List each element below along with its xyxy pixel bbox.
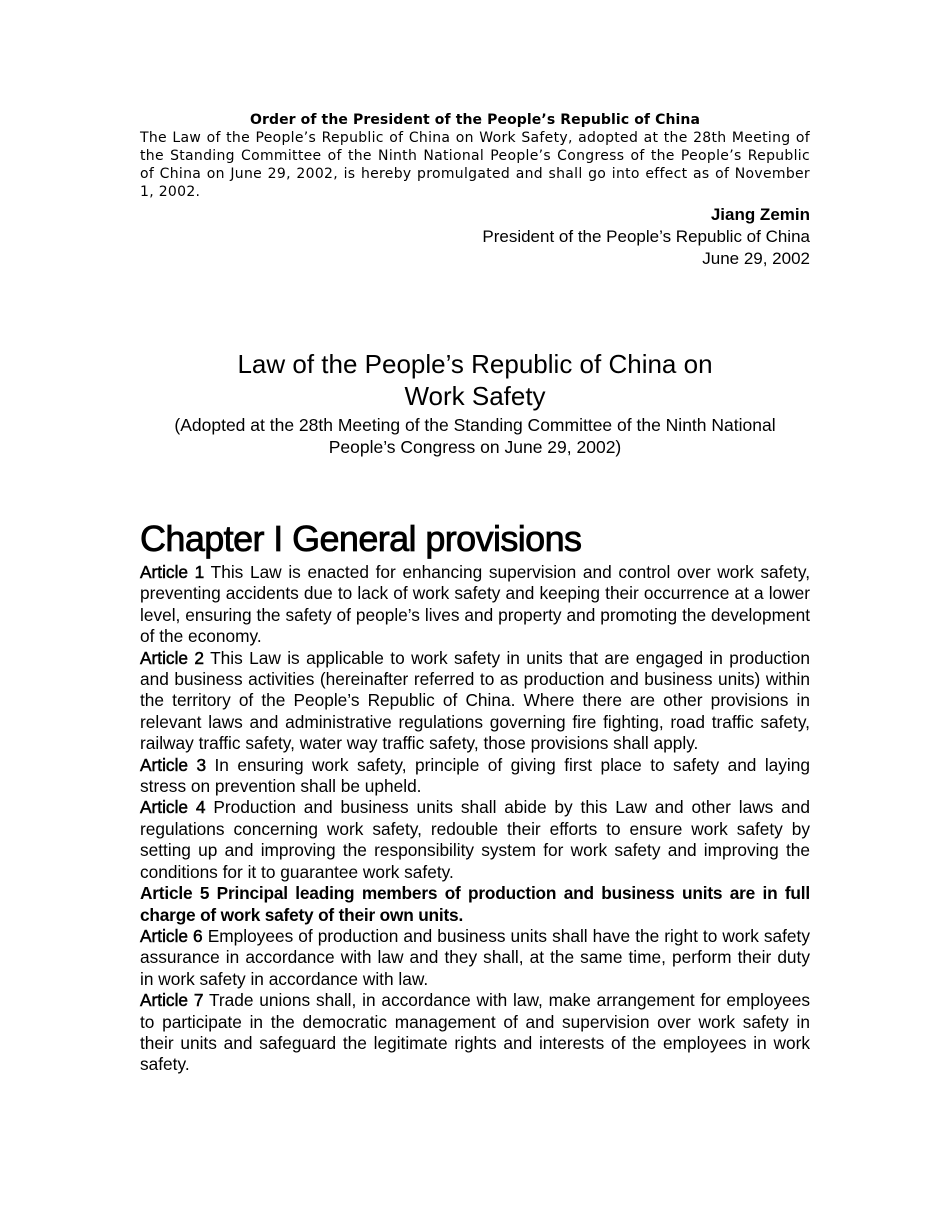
article-2 (140, 648, 810, 755)
law-title (140, 348, 810, 412)
article-7 (140, 990, 810, 1076)
article-text: This Law is applicable to work safety in units that are engaged in production and business activities (hereinafter referred to as production and business units) within the territory of the People’s Republic of China. Where there are other provisions in relevant laws and administrative regulations governing fire fighting, road traffic safety, railway traffic safety, water way traffic safety, those provisions shall apply. (140, 647, 810, 754)
article-label: Article 2 (140, 647, 205, 668)
article-label: Article 1 (140, 562, 205, 582)
article-label: Article 4 (140, 797, 206, 818)
article-1 (140, 562, 810, 648)
order-body: The Law of the People’s Republic of China on Work Safety, adopted at the 28th Meeting of the Standing Committee of the Ninth National People’s Congress of the People’s Republic of China on June 29, 2002, is hereby promulgated and shall go into effect as of November 1, 2002. (140, 130, 810, 200)
article-text: Trade unions shall, in accordance with law, make arrangement for employees to participate in the democratic management of and supervision over work safety in their units and safeguard the legitimate rights and interests of the employees in work safety. (140, 990, 810, 1075)
article-text: Principal leading members of production and business units are in full charge of work safety of their own units. (140, 883, 810, 925)
article-3 (140, 755, 810, 798)
law-title-line-2: Work Safety (404, 381, 546, 411)
order-date: June 29, 2002 (702, 249, 810, 268)
article-label: Article 5 (140, 883, 210, 904)
article-text: Employees of production and business units shall have the right to work safety assurance in accordance with law and they shall, at the same time, perform their duty in work safety in accordance with law. (140, 925, 810, 989)
article-6 (140, 926, 810, 990)
article-4 (140, 797, 810, 883)
article-text: In ensuring work safety, principle of giving first place to safety and laying stress on prevention shall be upheld. (140, 754, 810, 797)
article-label: Article 3 (140, 754, 207, 775)
article-5 (140, 883, 810, 926)
order-title: Order of the President of the People’s Republic of China (249, 112, 701, 128)
signatory-title: President of the People’s Republic of China (482, 227, 810, 246)
article-label: Article 7 (140, 990, 204, 1011)
article-text: Production and business units shall abide by this Law and other laws and regulations concerning work safety, redouble their efforts to ensure work safety by setting up and improving the responsibility system for work safety and improving the conditions for it to guarantee work safety. (140, 797, 810, 882)
law-subtitle: (Adopted at the 28th Meeting of the Standing Committee of the Ninth National People’s Congress on June 29, 2002) (174, 415, 776, 457)
document-page (140, 112, 810, 1076)
article-text: This Law is enacted for enhancing supervision and control over work safety, preventing accidents due to lack of work safety and keeping their occurrence at a lower level, ensuring the safety of people’s lives and property and promoting the development of the economy. (140, 562, 811, 647)
article-label: Article 6 (140, 925, 203, 946)
law-title-line-1: Law of the People’s Republic of China on (237, 349, 713, 379)
chapter-heading: Chapter I General provisions (140, 518, 582, 559)
signatory-name: Jiang Zemin (710, 205, 810, 224)
